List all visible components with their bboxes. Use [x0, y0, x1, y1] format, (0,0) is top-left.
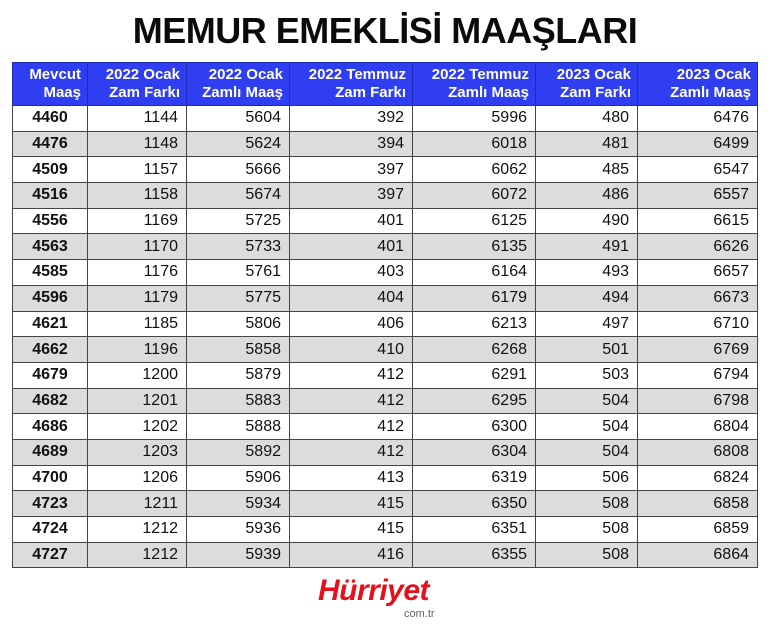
table-cell: 410: [290, 337, 413, 363]
table-cell: 1179: [88, 285, 187, 311]
table-cell: 4476: [13, 131, 88, 157]
header-2022-temmuz-zam-farki: 2022 Temmuz Zam Farkı: [290, 63, 413, 106]
table-row: [13, 106, 758, 132]
table-cell: 4727: [13, 542, 88, 568]
table-cell: 493: [536, 260, 638, 286]
table-cell: 5858: [187, 337, 290, 363]
table-row: [13, 183, 758, 209]
table-cell: 6804: [638, 414, 758, 440]
hurriyet-logo: [318, 574, 458, 618]
table-cell: 6673: [638, 285, 758, 311]
table-cell: 415: [290, 491, 413, 517]
table-cell: 4556: [13, 208, 88, 234]
table-cell: 1157: [88, 157, 187, 183]
table-cell: 1176: [88, 260, 187, 286]
table-cell: 5996: [413, 106, 536, 132]
table-cell: 6798: [638, 388, 758, 414]
table-cell: 6300: [413, 414, 536, 440]
table-cell: 6864: [638, 542, 758, 568]
table-cell: 4563: [13, 234, 88, 260]
table-cell: 504: [536, 414, 638, 440]
table-row: [13, 311, 758, 337]
table-cell: 6710: [638, 311, 758, 337]
table-cell: 5624: [187, 131, 290, 157]
table-cell: 1200: [88, 362, 187, 388]
table-cell: 503: [536, 362, 638, 388]
table-cell: 413: [290, 465, 413, 491]
table-row: [13, 542, 758, 568]
table-row: [13, 285, 758, 311]
table-cell: 397: [290, 183, 413, 209]
table-cell: 4585: [13, 260, 88, 286]
header-2022-ocak-zam-farki: 2022 Ocak Zam Farkı: [88, 63, 187, 106]
table-cell: 1185: [88, 311, 187, 337]
table-cell: 1144: [88, 106, 187, 132]
header-mevcut-maas: Mevcut Maaş: [13, 63, 88, 106]
table-cell: 397: [290, 157, 413, 183]
header-2022-ocak-zamli-maas: 2022 Ocak Zamlı Maaş: [187, 63, 290, 106]
table-cell: 480: [536, 106, 638, 132]
table-cell: 5604: [187, 106, 290, 132]
table-cell: 394: [290, 131, 413, 157]
table-cell: 6794: [638, 362, 758, 388]
table-cell: 4460: [13, 106, 88, 132]
table-cell: 6135: [413, 234, 536, 260]
salary-table: [12, 62, 758, 568]
table-cell: 508: [536, 517, 638, 543]
table-cell: 406: [290, 311, 413, 337]
table-cell: 1169: [88, 208, 187, 234]
table-row: [13, 439, 758, 465]
table-cell: 4724: [13, 517, 88, 543]
table-cell: 490: [536, 208, 638, 234]
table-cell: 6319: [413, 465, 536, 491]
table-cell: 6304: [413, 439, 536, 465]
table-cell: 6476: [638, 106, 758, 132]
table-cell: 5892: [187, 439, 290, 465]
table-cell: 491: [536, 234, 638, 260]
table-cell: 6657: [638, 260, 758, 286]
table-cell: 1202: [88, 414, 187, 440]
table-cell: 6769: [638, 337, 758, 363]
table-cell: 4516: [13, 183, 88, 209]
table-cell: 504: [536, 439, 638, 465]
table-cell: 412: [290, 362, 413, 388]
table-cell: 6350: [413, 491, 536, 517]
table-cell: 412: [290, 388, 413, 414]
table-cell: 6164: [413, 260, 536, 286]
table-cell: 415: [290, 517, 413, 543]
table-cell: 1206: [88, 465, 187, 491]
table-cell: 6018: [413, 131, 536, 157]
table-cell: 506: [536, 465, 638, 491]
table-row: [13, 491, 758, 517]
table-cell: 5936: [187, 517, 290, 543]
table-cell: 1201: [88, 388, 187, 414]
table-cell: 392: [290, 106, 413, 132]
table-cell: 508: [536, 542, 638, 568]
table-cell: 1148: [88, 131, 187, 157]
table-cell: 6547: [638, 157, 758, 183]
header-2023-ocak-zam-farki: 2023 Ocak Zam Farkı: [536, 63, 638, 106]
table-row: [13, 131, 758, 157]
table-cell: 6295: [413, 388, 536, 414]
table-cell: 4509: [13, 157, 88, 183]
table-cell: 4700: [13, 465, 88, 491]
table-row: [13, 234, 758, 260]
table-cell: 4686: [13, 414, 88, 440]
table-cell: 412: [290, 414, 413, 440]
table-cell: 501: [536, 337, 638, 363]
table-cell: 403: [290, 260, 413, 286]
table-cell: 1203: [88, 439, 187, 465]
table-cell: 6499: [638, 131, 758, 157]
table-body: [13, 106, 758, 568]
table-cell: 486: [536, 183, 638, 209]
table-cell: 6351: [413, 517, 536, 543]
table-cell: 5761: [187, 260, 290, 286]
table-cell: 4689: [13, 439, 88, 465]
table-cell: 1212: [88, 542, 187, 568]
table-cell: 5934: [187, 491, 290, 517]
table-row: [13, 517, 758, 543]
table-cell: 6062: [413, 157, 536, 183]
table-row: [13, 260, 758, 286]
table-cell: 481: [536, 131, 638, 157]
table-cell: 5939: [187, 542, 290, 568]
table-cell: 504: [536, 388, 638, 414]
table-cell: 494: [536, 285, 638, 311]
table-cell: 401: [290, 208, 413, 234]
table-cell: 4596: [13, 285, 88, 311]
table-cell: 1196: [88, 337, 187, 363]
table-cell: 6179: [413, 285, 536, 311]
table-cell: 5879: [187, 362, 290, 388]
table-cell: 6291: [413, 362, 536, 388]
table-cell: 1212: [88, 517, 187, 543]
table-cell: 5674: [187, 183, 290, 209]
table-cell: 6557: [638, 183, 758, 209]
table-cell: 5806: [187, 311, 290, 337]
table-cell: 6808: [638, 439, 758, 465]
logo-brand-text: Hürriyet: [318, 574, 430, 607]
table-cell: 4662: [13, 337, 88, 363]
table-row: [13, 465, 758, 491]
table-row: [13, 388, 758, 414]
table-cell: 6072: [413, 183, 536, 209]
table-cell: 5888: [187, 414, 290, 440]
page-title: MEMUR EMEKLİSİ MAAŞLARI: [132, 10, 638, 51]
table-cell: 6824: [638, 465, 758, 491]
table-cell: 6355: [413, 542, 536, 568]
table-cell: 6858: [638, 491, 758, 517]
table-cell: 6859: [638, 517, 758, 543]
header-2023-ocak-zamli-maas: 2023 Ocak Zamlı Maaş: [638, 63, 758, 106]
table-cell: 5666: [187, 157, 290, 183]
table-cell: 5906: [187, 465, 290, 491]
table-cell: 401: [290, 234, 413, 260]
table-row: [13, 362, 758, 388]
table-cell: 485: [536, 157, 638, 183]
table-cell: 1211: [88, 491, 187, 517]
table-cell: 4682: [13, 388, 88, 414]
table-cell: 6626: [638, 234, 758, 260]
table-cell: 1170: [88, 234, 187, 260]
table-cell: 416: [290, 542, 413, 568]
table-cell: 4621: [13, 311, 88, 337]
table-header-row: [13, 63, 758, 106]
table-cell: 4723: [13, 491, 88, 517]
table-cell: 5733: [187, 234, 290, 260]
table-cell: 5883: [187, 388, 290, 414]
header-2022-temmuz-zamli-maas: 2022 Temmuz Zamlı Maaş: [413, 63, 536, 106]
table-cell: 6213: [413, 311, 536, 337]
table-cell: 5775: [187, 285, 290, 311]
table-cell: 4679: [13, 362, 88, 388]
table-cell: 497: [536, 311, 638, 337]
table-row: [13, 208, 758, 234]
table-cell: 412: [290, 439, 413, 465]
logo-domain-text: com.tr: [404, 608, 435, 620]
table-cell: 6615: [638, 208, 758, 234]
table-row: [13, 337, 758, 363]
table-cell: 6268: [413, 337, 536, 363]
table-cell: 404: [290, 285, 413, 311]
table-cell: 5725: [187, 208, 290, 234]
table-cell: 1158: [88, 183, 187, 209]
table-row: [13, 157, 758, 183]
table-row: [13, 414, 758, 440]
table-cell: 508: [536, 491, 638, 517]
table-cell: 6125: [413, 208, 536, 234]
